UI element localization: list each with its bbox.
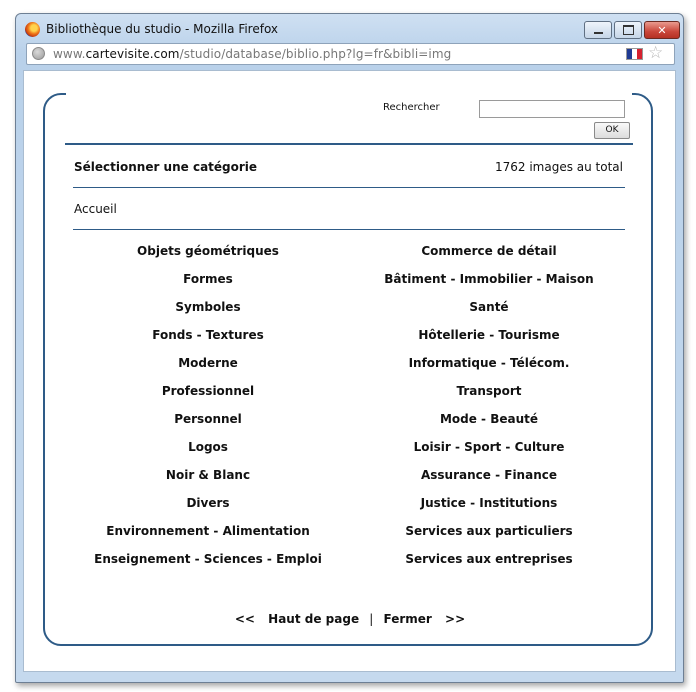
category-link-left[interactable]: Noir & Blanc — [165, 468, 251, 482]
breadcrumb-home[interactable]: Accueil — [74, 202, 117, 216]
close-window-button[interactable] — [644, 21, 680, 39]
title-bar — [16, 14, 683, 42]
category-link-left[interactable]: Logos — [188, 440, 228, 454]
category-link-left[interactable]: Personnel — [174, 412, 242, 426]
divider — [73, 187, 625, 188]
maximize-button[interactable] — [614, 21, 642, 39]
category-link-right[interactable]: Transport — [456, 384, 522, 398]
url-prefix: www. — [53, 47, 86, 61]
category-link-left[interactable]: Symboles — [175, 300, 241, 314]
page-content — [23, 70, 676, 672]
category-link-right[interactable]: Informatique - Télécom. — [408, 356, 570, 370]
category-link-left[interactable]: Divers — [186, 496, 230, 510]
next-arrow[interactable]: >> — [445, 612, 466, 626]
divider — [73, 229, 625, 230]
minimize-icon — [594, 32, 603, 34]
category-link-right[interactable]: Mode - Beauté — [439, 412, 539, 426]
category-link-right[interactable]: Commerce de détail — [421, 244, 557, 258]
category-link-left[interactable]: Fonds - Textures — [152, 328, 264, 342]
firefox-icon — [25, 22, 40, 37]
footer-separator: | — [369, 612, 374, 626]
category-link-right[interactable]: Hôtellerie - Tourisme — [418, 328, 560, 342]
category-link-left[interactable]: Objets géométriques — [137, 244, 279, 258]
category-link-right[interactable]: Justice - Institutions — [420, 496, 558, 510]
category-link-left[interactable]: Environnement - Alimentation — [106, 524, 310, 538]
minimize-button[interactable] — [584, 21, 612, 39]
url-path: /studio/database/biblio.php?lg=fr&bibli=img — [179, 47, 452, 61]
image-count: 1762 images au total — [494, 160, 623, 174]
url-domain: cartevisite.com — [85, 47, 180, 61]
window-title: Bibliothèque du studio - Mozilla Firefox — [46, 22, 279, 36]
category-link-right[interactable]: Services aux entreprises — [405, 552, 573, 566]
category-link-left[interactable]: Moderne — [178, 356, 238, 370]
browser-window — [15, 13, 684, 683]
category-link-right[interactable]: Bâtiment - Immobilier - Maison — [384, 272, 594, 286]
maximize-icon — [623, 25, 634, 35]
category-link-left[interactable]: Enseignement - Sciences - Emploi — [94, 552, 322, 566]
url-text[interactable] — [53, 47, 451, 61]
globe-icon — [32, 47, 45, 60]
top-of-page-link[interactable]: Haut de page — [268, 612, 360, 626]
prev-arrow[interactable]: << — [234, 612, 255, 626]
search-input[interactable] — [479, 100, 625, 118]
footer-nav — [45, 612, 655, 626]
category-link-right[interactable]: Santé — [469, 300, 509, 314]
panel-top-gap — [66, 92, 632, 96]
close-link[interactable]: Fermer — [383, 612, 432, 626]
ok-button[interactable]: OK — [594, 122, 630, 139]
category-link-right[interactable]: Services aux particuliers — [405, 524, 573, 538]
category-link-right[interactable]: Loisir - Sport - Culture — [413, 440, 565, 454]
close-icon: ✕ — [657, 23, 667, 37]
category-link-left[interactable]: Formes — [183, 272, 233, 286]
french-flag-icon[interactable] — [626, 48, 643, 60]
star-icon[interactable]: ☆ — [648, 43, 664, 63]
divider — [65, 143, 633, 145]
search-label: Rechercher — [383, 102, 440, 113]
select-category-heading: Sélectionner une catégorie — [74, 160, 258, 174]
library-panel — [43, 93, 653, 646]
category-link-right[interactable]: Assurance - Finance — [420, 468, 557, 482]
address-bar[interactable] — [26, 43, 675, 65]
category-link-left[interactable]: Professionnel — [161, 384, 255, 398]
